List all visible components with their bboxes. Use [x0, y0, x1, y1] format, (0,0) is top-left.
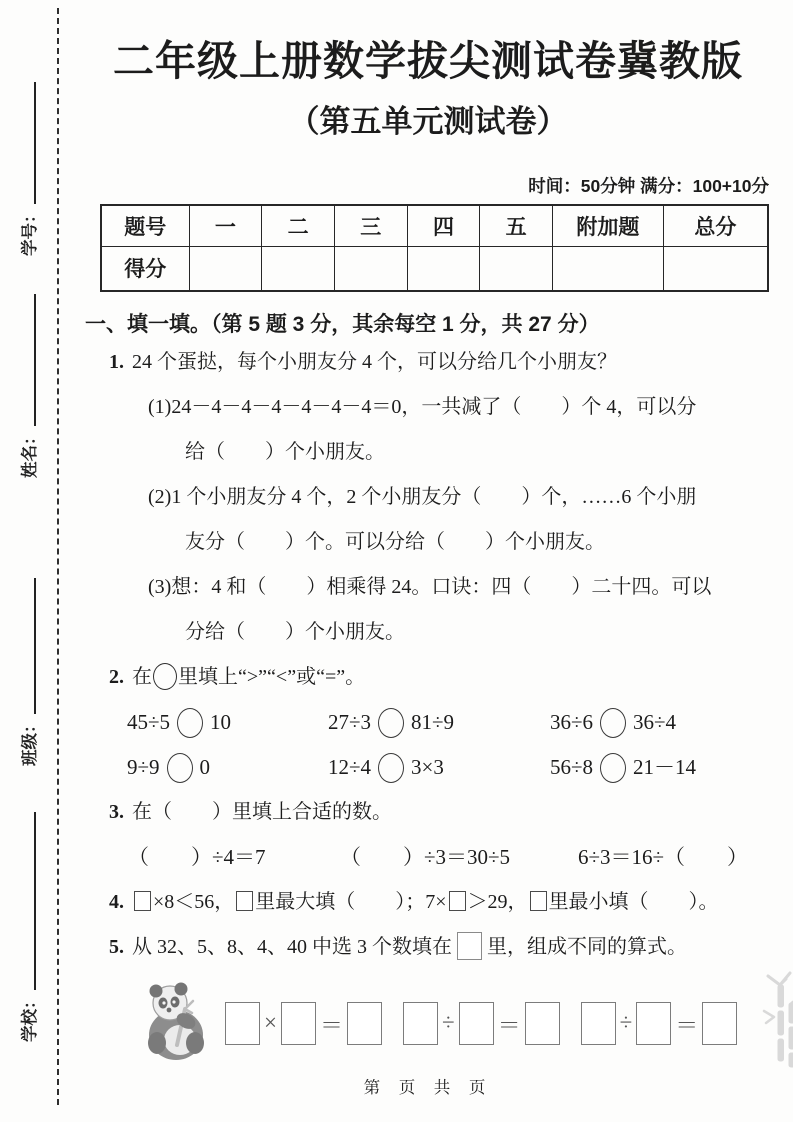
comparison-left: 45÷5 [127, 710, 171, 734]
q3-equation-row [85, 835, 771, 880]
q2-comparison-row-2 [85, 745, 771, 790]
equation-item: 6÷3＝16÷（ ） [578, 845, 749, 869]
answer-circle-icon [600, 753, 626, 783]
panda-icon [143, 981, 211, 1066]
equals-sign: ＝ [319, 1012, 343, 1038]
answer-box-icon [525, 1002, 560, 1045]
sidebar-field-school [16, 813, 40, 1043]
sidebar-field-class [16, 579, 40, 767]
question-2-text-prefix: 在 [132, 666, 152, 688]
sidebar-field-name [16, 295, 40, 479]
q1-part2-line2: 友分（ ）个。可以分给（ ）个小朋友。 [185, 531, 605, 553]
comparison-item [550, 745, 771, 790]
answer-box-icon [225, 1002, 260, 1045]
equals-sign: ＝ [497, 1012, 521, 1038]
score-cell [189, 246, 262, 291]
answer-circle-icon [153, 663, 177, 690]
worksheet-content [85, 0, 771, 1097]
comparison-right: 36÷4 [633, 710, 677, 734]
score-cell [480, 246, 553, 291]
score-header-col-1: 一 [189, 205, 262, 246]
q1-part2-line1: (2)1 个小朋友分 4 个，2 个小朋友分（ ）个，……6 个小朋 [148, 486, 697, 508]
question-4-stem [85, 880, 771, 925]
question-1-text: 24 个蛋挞，每个小朋友分 4 个，可以分给几个小朋友？ [132, 351, 617, 373]
question-3-text: 在（ ）里填上合适的数。 [132, 801, 392, 823]
score-header-col-5: 五 [480, 205, 553, 246]
score-header-bonus: 附加题 [552, 205, 663, 246]
page-subtitle: （第五单元测试卷） [288, 104, 568, 139]
answer-circle-icon [378, 708, 404, 738]
answer-box-icon [530, 891, 547, 911]
class-label: 班级： [21, 716, 39, 766]
comparison-right: 81÷9 [411, 710, 455, 734]
question-1-stem [85, 340, 771, 385]
question-5-text-suffix: 里，组成不同的算式。 [487, 936, 687, 958]
answer-box-icon [702, 1002, 737, 1045]
equation-group-divide-1 [403, 1002, 560, 1045]
answer-box-icon [449, 891, 466, 911]
answer-box-icon [636, 1002, 671, 1045]
answer-box-icon [581, 1002, 616, 1045]
question-5-stem [85, 925, 771, 970]
answer-circle-icon [600, 708, 626, 738]
question-2-number: 2. [109, 666, 124, 688]
question-5-number: 5. [109, 936, 124, 958]
equation-group-divide-2 [581, 1002, 738, 1045]
comparison-left: 12÷4 [328, 755, 372, 779]
question-1-number: 1. [109, 351, 124, 373]
name-write-line [34, 295, 36, 427]
question-5-text-prefix: 从 32、5、8、4、40 中选 3 个数填在 [132, 936, 452, 958]
exam-time-score-meta: 时间：50分钟 满分：100+10分 [528, 176, 769, 196]
answer-box-icon [134, 891, 151, 911]
comparison-item [127, 745, 328, 790]
score-header-col-4: 四 [407, 205, 480, 246]
score-row-label: 得分 [101, 246, 189, 291]
score-cell [262, 246, 335, 291]
answer-circle-icon [378, 753, 404, 783]
q1-part3-line1: (3)想：4 和（ ）相乘得 24。口诀：四（ ）二十四。可以 [148, 576, 712, 598]
equals-sign: ＝ [675, 1012, 699, 1038]
comparison-right: 3×3 [411, 755, 444, 779]
operator-divide: ÷ [441, 1010, 455, 1035]
student-id-label: 学号： [21, 206, 39, 256]
comparison-item [550, 700, 771, 745]
score-cell [663, 246, 768, 291]
page-footer: 第 页 共 页 [363, 1079, 493, 1097]
bamboo-icon [760, 971, 793, 1076]
sidebar-field-student-id [16, 83, 40, 257]
question-2-text-suffix: 里填上“>”“<”或“=”。 [178, 666, 366, 688]
comparison-left: 56÷8 [550, 755, 594, 779]
margin-dashed-divider [57, 8, 59, 1105]
answer-box-icon [281, 1002, 316, 1045]
name-label: 姓名： [21, 428, 39, 478]
comparison-right: 0 [199, 755, 211, 779]
answer-box-icon [459, 1002, 494, 1045]
comparison-left: 36÷6 [550, 710, 594, 734]
score-table-score-row [101, 246, 768, 291]
question-2-stem [85, 655, 771, 700]
answer-circle-icon [177, 708, 203, 738]
comparison-right: 21－14 [633, 755, 697, 779]
school-label: 学校： [21, 992, 39, 1042]
equation-item: （ ）÷3＝30÷5 [340, 845, 511, 869]
comparison-left: 9÷9 [127, 755, 160, 779]
page-title: 二年级上册数学拔尖测试卷冀教版 [113, 38, 743, 84]
score-cell [552, 246, 663, 291]
score-header-question-no: 题号 [101, 205, 189, 246]
question-4-seg4: 里最小填（ ）。 [548, 891, 719, 913]
score-cell [407, 246, 480, 291]
score-header-col-3: 三 [334, 205, 407, 246]
answer-box-icon [347, 1002, 382, 1045]
question-3-number: 3. [109, 801, 124, 823]
equation-item: （ ）÷4＝7 [128, 845, 266, 869]
school-write-line [34, 813, 36, 991]
answer-box-icon [403, 1002, 438, 1045]
class-write-line [34, 579, 36, 715]
question-4-seg2: 里最大填（ ）；7× [255, 891, 447, 913]
question-4-number: 4. [109, 891, 124, 913]
answer-box-icon [236, 891, 253, 911]
student-id-write-line [34, 83, 36, 205]
comparison-right: 10 [210, 710, 232, 734]
operator-multiply: × [264, 1010, 277, 1035]
score-header-total: 总分 [663, 205, 768, 246]
q1-part1-line2: 给（ ）个小朋友。 [185, 441, 385, 463]
q1-part3-line2: 分给（ ）个小朋友。 [185, 621, 405, 643]
q1-part1-line1: (1)24－4－4－4－4－4－4＝0，一共减了（ ）个 4，可以分 [148, 396, 697, 418]
answer-box-icon [457, 932, 482, 960]
equation-group-multiply [225, 1002, 382, 1045]
q2-comparison-row-1 [85, 700, 771, 745]
question-4-seg3: ＞29， [467, 891, 528, 913]
comparison-item [328, 745, 550, 790]
comparison-item [328, 700, 550, 745]
question-3-stem [85, 790, 771, 835]
score-table [100, 204, 769, 292]
score-cell [334, 246, 407, 291]
answer-circle-icon [167, 753, 193, 783]
section-1-heading: 一、填一填。（第 5 题 3 分，其余每空 1 分，共 27 分） [85, 313, 600, 336]
comparison-item [127, 700, 328, 745]
score-table-header-row [101, 205, 768, 246]
operator-divide: ÷ [619, 1010, 633, 1035]
score-header-col-2: 二 [262, 205, 335, 246]
q5-equation-row [85, 980, 771, 1066]
question-4-seg1: ×8＜56， [153, 891, 235, 913]
comparison-left: 27÷3 [328, 710, 372, 734]
